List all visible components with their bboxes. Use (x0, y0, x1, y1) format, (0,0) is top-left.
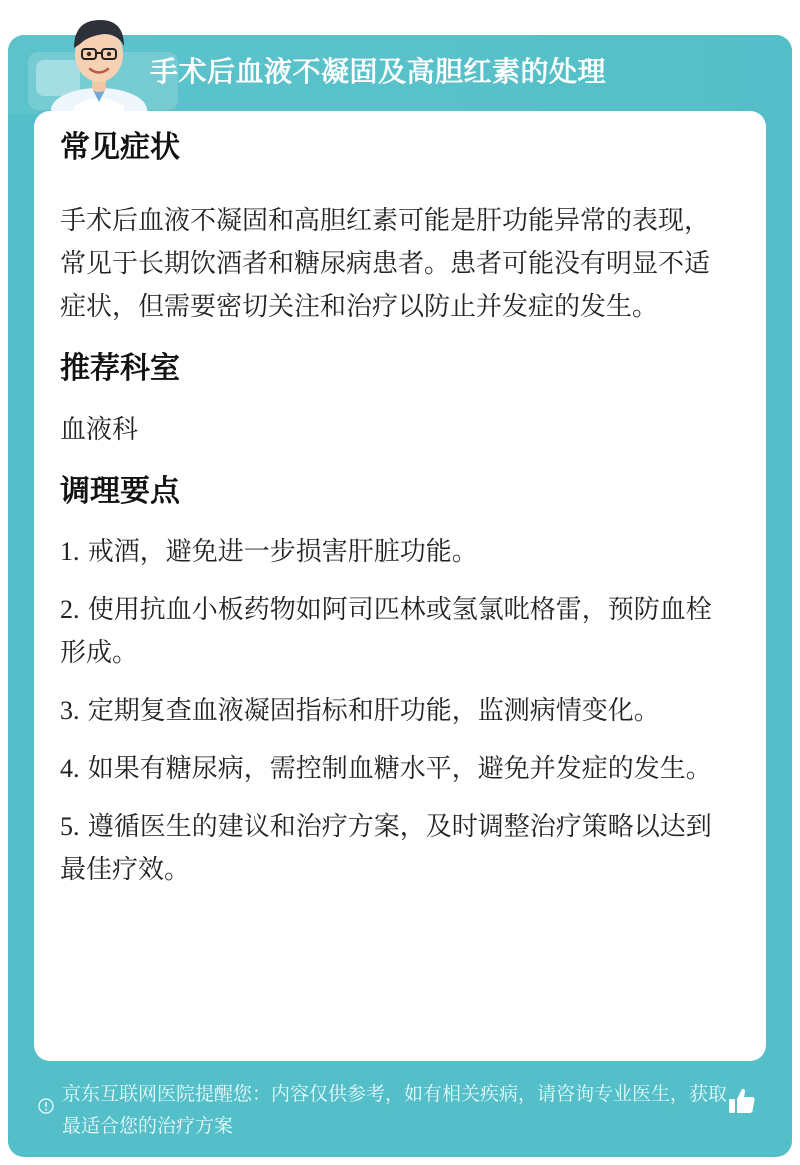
doctor-avatar-icon (44, 6, 154, 116)
care-item-2 (60, 588, 725, 675)
care-item-text: 如果有糖尿病，需控制血糖水平，避免并发症的发生。 (87, 754, 712, 784)
care-heading: 调理要点 (60, 474, 180, 509)
care-item-1 (60, 530, 725, 574)
department-heading: 推荐科室 (60, 351, 180, 386)
care-item-text: 戒酒，避免进一步损害肝脏功能。 (87, 537, 478, 567)
care-item-number: 5. (60, 812, 80, 841)
care-item-4 (60, 747, 725, 791)
care-item-5 (60, 805, 725, 892)
symptoms-heading: 常见症状 (60, 130, 180, 165)
symptoms-body: 手术后血液不凝固和高胆红素可能是肝功能异常的表现，常见于长期饮酒者和糖尿病患者。患者可能没有明显不适症状，但需要密切关注和治疗以防止并发症的发生。 (60, 206, 711, 322)
department-body: 血液科 (60, 415, 139, 445)
care-item-text: 遵循医生的建议和治疗方案，及时调整治疗策略以达到最佳疗效。 (60, 812, 712, 885)
thumbs-up-icon[interactable] (726, 1085, 758, 1117)
footer-disclaimer: 京东互联网医院提醒您：内容仅供参考，如有相关疾病，请咨询专业医生，获取最适合您的治疗方案 (62, 1083, 728, 1137)
info-icon (38, 1098, 54, 1114)
care-item-text: 使用抗血小板药物如阿司匹林或氢氯吡格雷，预防血栓形成。 (60, 595, 712, 668)
article-content (60, 126, 725, 892)
care-item-number: 4. (60, 754, 80, 783)
care-item-3 (60, 689, 725, 733)
care-item-number: 1. (60, 537, 80, 566)
care-item-text: 定期复查血液凝固指标和肝功能，监测病情变化。 (87, 696, 660, 726)
care-item-number: 3. (60, 696, 80, 725)
page-title: 手术后血液不凝固及高胆红素的处理 (150, 55, 607, 88)
care-item-number: 2. (60, 595, 80, 624)
